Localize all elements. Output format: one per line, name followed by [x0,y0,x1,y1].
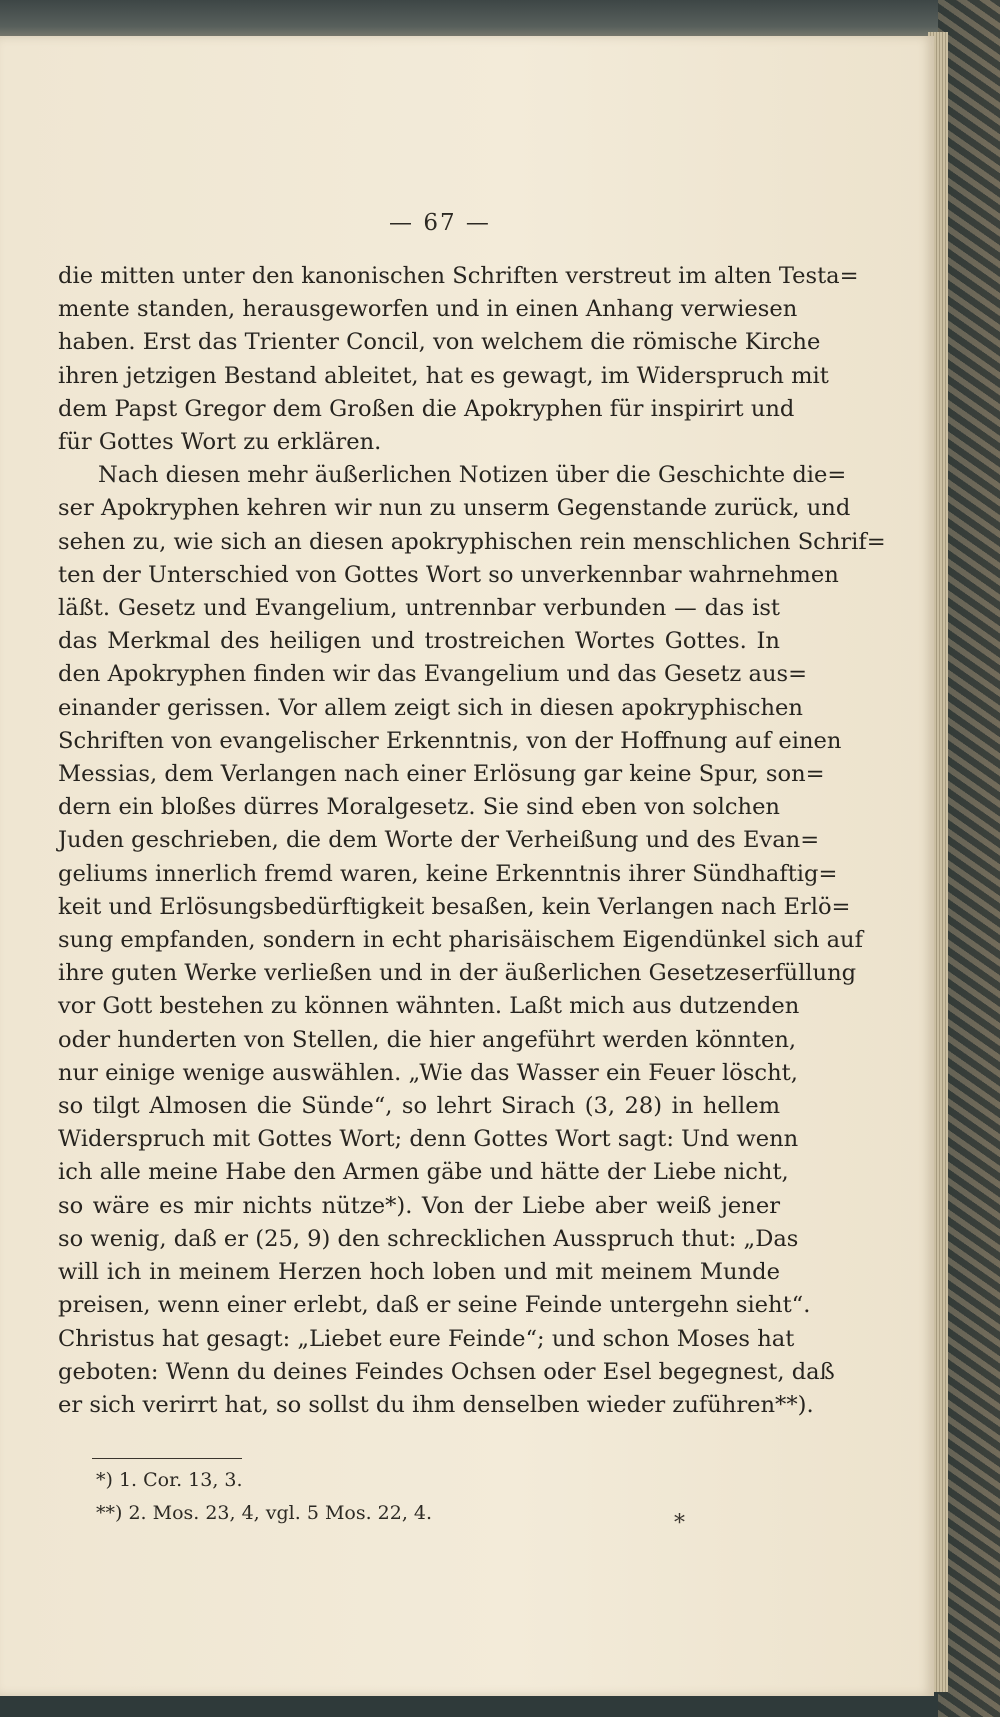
footnotes [96,1464,432,1530]
text-line: Widerspruch mit Gottes Wort; denn Gottes Wort sagt: Und wenn [58,1126,799,1153]
text-line: Schriften von evangelischer Erkenntnis, von der Hoffnung auf einen [58,727,842,754]
text-line: ten der Unterschied von Gottes Wort so unverkennbar wahrnehmen [58,561,839,588]
text-line: so wäre es mir nichts nütze*). Von der Liebe aber weiß jener [58,1192,780,1219]
text-line: läßt. Gesetz und Evangelium, untrennbar verbunden — das ist [58,595,780,622]
signature-mark: * [674,1511,685,1536]
book-page [0,36,934,1696]
text-line: dern ein bloßes dürres Moralgesetz. Sie sind eben von solchen [58,794,780,821]
text-line: ser Apokryphen kehren wir nun zu unserm Gegenstande zurück, und [58,495,851,522]
text-line: ihre guten Werke verließen und in der äußerlichen Gesetzeserfüllung [58,960,857,987]
text-line: Juden geschrieben, die dem Worte der Verheißung und des Evan= [58,827,820,854]
text-line: will ich in meinem Herzen hoch loben und mit meinem Munde [58,1259,780,1286]
page-number: — 67 — [389,210,491,236]
text-line: vor Gott bestehen zu können wähnten. Laßt mich aus dutzenden [58,993,800,1020]
text-line: den Apokryphen finden wir das Evangelium und das Gesetz aus= [58,661,808,688]
text-line: sehen zu, wie sich an diesen apokryphischen rein menschlichen Schrif= [58,528,886,555]
text-line: die mitten unter den kanonischen Schriften verstreut im alten Testa= [58,263,859,289]
footnote: *) 1. Cor. 13, 3. [96,1469,243,1491]
footnote: **) 2. Mos. 23, 4, vgl. 5 Mos. 22, 4. [96,1502,433,1524]
text-line: er sich verirrt hat, so sollst du ihm denselben wieder zuführen**). [58,1391,814,1418]
text-line: dem Papst Gregor dem Großen die Apokryphen für inspirirt und [58,395,795,422]
text-line: geliums innerlich fremd waren, keine Erkenntnis ihrer Sündhaftig= [58,860,838,887]
text-line: so tilgt Almosen die Sünde“, so lehrt Sirach (3, 28) in hellem [58,1093,780,1120]
text-line: für Gottes Wort zu erklären. [58,429,382,456]
text-line: mente standen, herausgeworfen und in einen Anhang verwiesen [58,296,798,323]
text-line: ihren jetzigen Bestand ableitet, hat es gewagt, im Widerspruch mit [58,362,829,389]
text-line: preisen, wenn einer erlebt, daß er seine Feinde untergehn sieht“. [58,1292,811,1319]
text-line: keit und Erlösungsbedürftigkeit besaßen, kein Verlangen nach Erlö= [58,893,851,920]
text-line: ich alle meine Habe den Armen gäbe und hätte der Liebe nicht, [58,1159,789,1186]
body-text [58,260,886,1422]
text-line: Messias, dem Verlangen nach einer Erlösung gar keine Spur, son= [58,761,825,788]
text-line: nur einige wenige auswählen. „Wie das Wasser ein Feuer löscht, [58,1059,798,1086]
footnote-rule [92,1458,242,1459]
text-line: haben. Erst das Trienter Concil, von welchem die römische Kirche [58,329,821,356]
text-line: oder hunderten von Stellen, die hier angeführt werden könnten, [58,1026,797,1053]
text-line: einander gerissen. Vor allem zeigt sich in diesen apokryphischen [58,694,803,721]
text-line: geboten: Wenn du deines Feindes Ochsen oder Esel begegnest, daß [58,1358,835,1385]
text-line: das Merkmal des heiligen und trostreichen Wortes Gottes. In [58,628,780,655]
text-line: sung empfanden, sondern in echt pharisäischem Eigendünkel sich auf [58,927,863,954]
text-line: Christus hat gesagt: „Liebet eure Feinde“; und schon Moses hat [58,1325,795,1352]
text-line: so wenig, daß er (25, 9) den schrecklichen Ausspruch thut: „Das [58,1225,799,1252]
text-line: Nach diesen mehr äußerlichen Notizen über die Geschichte die= [98,462,847,489]
